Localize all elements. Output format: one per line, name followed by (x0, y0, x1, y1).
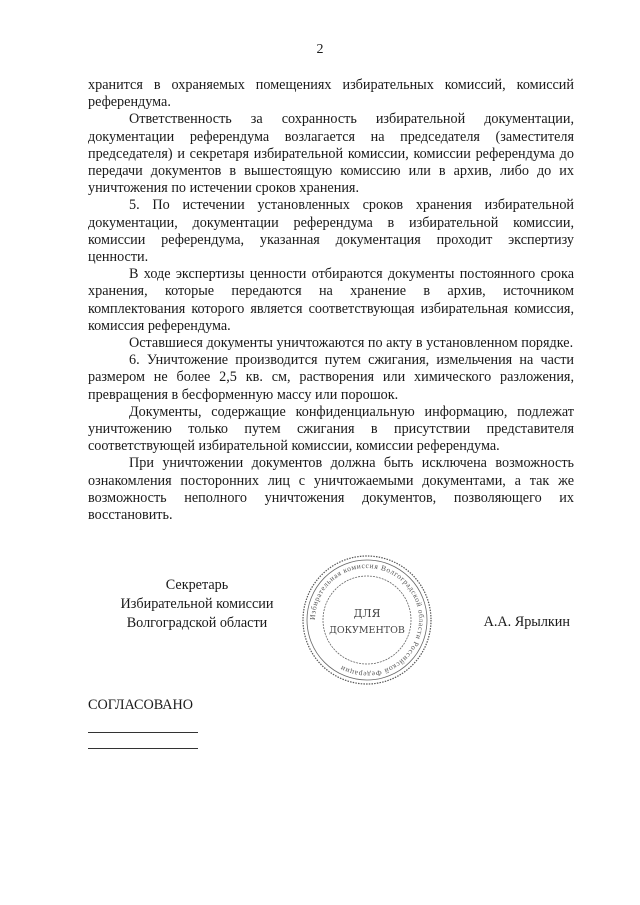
signature-line (88, 732, 198, 733)
official-stamp (300, 553, 434, 687)
paragraph: 6. Уничтожение производится путем сжигания, измельчения на части размером не более 2,5 кв. см, растворения или химического разложения, превращения в бесформенную массу или порошок. (88, 352, 574, 403)
paragraph: хранится в охраняемых помещениях избирательных комиссий, комиссий референдума. (88, 77, 574, 111)
signature-line (88, 748, 198, 749)
signatory-position-line: Избирательной комиссии (120, 596, 274, 612)
paragraph: Ответственность за сохранность избирательной документации, документации референдума возлагается на председателя (заместителя председателя) и секретаря избирательной комиссии, комиссии референдума до передачи документов в вышестоящую комиссию или в архив, либо до их уничтожения по истечении сроков хранения. (88, 111, 574, 197)
stamp-center-text: ДЛЯ (353, 607, 381, 620)
agreed-label: СОГЛАСОВАНО (88, 697, 194, 713)
paragraph: В ходе экспертизы ценности отбираются документы постоянного срока хранения, которые передаются на хранение в архив, источником комплектования которого является соответствующая избирательная комиссия, комиссия референдума. (88, 266, 574, 334)
signatory-position-line: Секретарь (165, 577, 229, 593)
page-number: 2 (316, 42, 324, 57)
document-body (88, 77, 574, 524)
signatory-name: А.А. Ярылкин (483, 614, 570, 630)
signatory-position (92, 576, 302, 633)
signatory-position-line: Волгоградской области (126, 615, 268, 631)
stamp-center-text: ДОКУМЕНТОВ (329, 625, 405, 636)
stamp-ring-text: Избирательная комиссия Волгоградской области Российской Федерации (307, 560, 427, 680)
paragraph: Документы, содержащие конфиденциальную информацию, подлежат уничтожению только путем сжигания в присутствии представителя соответствующей избирательной комиссии, комиссии референдума. (88, 403, 574, 455)
svg-text:Избирательная комиссия Волгогр (308, 561, 426, 679)
paragraph: При уничтожении документов должна быть исключена возможность ознакомления посторонних лиц с уничтожаемыми документами, а так же возможность неполного уничтожения документов, позволяющего их восстановить. (88, 455, 574, 524)
paragraph: 5. По истечении установленных сроков хранения избирательной документации, документации референдума в избирательной комиссии, комиссии референдума, указанная документация проходит экспертизу ценности. (88, 197, 574, 266)
paragraph: Оставшиеся документы уничтожаются по акту в установленном порядке. (129, 335, 574, 352)
